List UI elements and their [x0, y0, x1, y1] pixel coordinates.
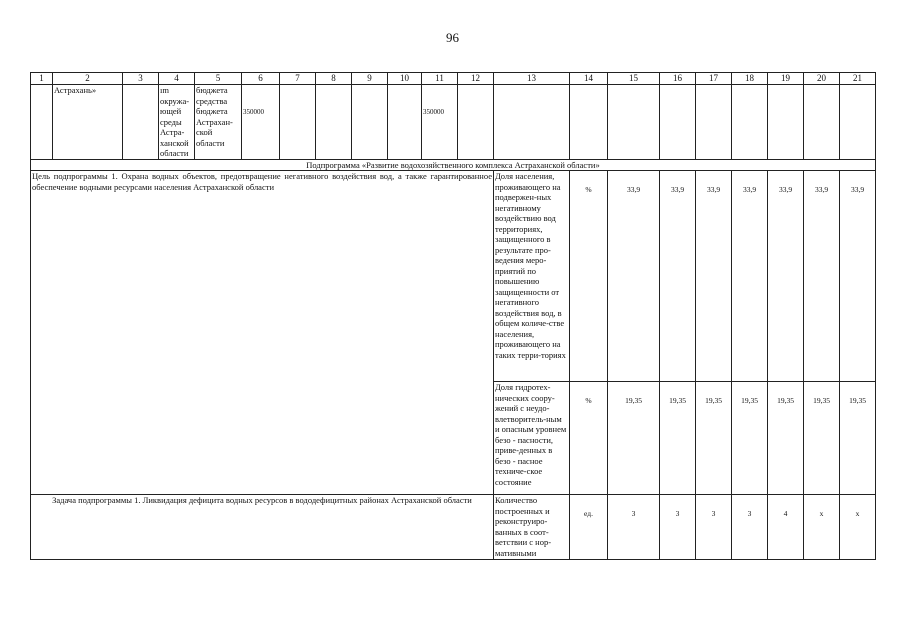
col-header: 14 — [570, 73, 608, 85]
page-number: 96 — [446, 30, 459, 45]
table-cell — [768, 85, 804, 160]
table-cell — [804, 85, 840, 160]
table-cell — [123, 85, 159, 160]
col-header: 6 — [242, 73, 280, 85]
subprogram-row — [31, 159, 876, 171]
indicator-value: 33,9 — [840, 171, 876, 382]
year-amount-cell: 350000 — [422, 85, 458, 160]
indicator-value: 19,35 — [660, 382, 696, 495]
indicator-value: 19,35 — [768, 382, 804, 495]
table-cell — [458, 85, 494, 160]
goal-row — [31, 171, 876, 382]
table-cell — [608, 85, 660, 160]
continuation-row — [31, 85, 876, 160]
indicator-value: 3 — [608, 495, 660, 560]
table-cell — [280, 85, 316, 160]
col-header: 9 — [352, 73, 388, 85]
indicator-unit: ед. — [570, 495, 608, 560]
col-header: 21 — [840, 73, 876, 85]
indicator-value: 33,9 — [608, 171, 660, 382]
task-row — [31, 495, 876, 560]
col-header: 5 — [195, 73, 242, 85]
indicator-value: 33,9 — [696, 171, 732, 382]
table-cell — [494, 85, 570, 160]
indicator-value: 19,35 — [732, 382, 768, 495]
responsible-cell: ım окружа-ющей среды Астра-ханской области — [159, 85, 195, 160]
indicator-name: Доля населения, проживающего на подвержен-ных негативному воздействию вод территориях, защищенного в результате про-ведения меро-приятий по повышению защищенности от негативного воздействия вод, в общем количе-стве населения, проживающего на таких терри-ториях — [494, 171, 570, 382]
col-header: 20 — [804, 73, 840, 85]
funding-source-cell: бюджета средства бюджета Астрахан-ской области — [195, 85, 242, 160]
indicator-value: 33,9 — [768, 171, 804, 382]
indicator-value: 19,35 — [804, 382, 840, 495]
program-table — [30, 72, 876, 560]
col-header: 13 — [494, 73, 570, 85]
table-cell — [696, 85, 732, 160]
table-cell — [316, 85, 352, 160]
indicator-value: 3 — [660, 495, 696, 560]
indicator-value: 33,9 — [660, 171, 696, 382]
col-header: 3 — [123, 73, 159, 85]
indicator-unit: % — [570, 171, 608, 382]
goal-description: Цель подпрограммы 1. Охрана водных объектов, предотвращение негативного воздействия вод, а также гарантированное обеспечение водными ресурсами населения Астраханской области — [31, 171, 494, 495]
col-header: 10 — [388, 73, 422, 85]
indicator-value: x — [804, 495, 840, 560]
indicator-value: 3 — [732, 495, 768, 560]
col-header: 16 — [660, 73, 696, 85]
col-header: 11 — [422, 73, 458, 85]
col-header: 2 — [53, 73, 123, 85]
table-cell — [31, 85, 53, 160]
total-amount-cell: 350000 — [242, 85, 280, 160]
indicator-unit: % — [570, 382, 608, 495]
column-number-row — [31, 73, 876, 85]
indicator-name: Количество построенных и реконструиро-ванных в соот-ветствии с нор-мативными — [494, 495, 570, 560]
indicator-value: x — [840, 495, 876, 560]
table-cell — [352, 85, 388, 160]
table-cell — [388, 85, 422, 160]
col-header: 1 — [31, 73, 53, 85]
table-cell — [732, 85, 768, 160]
col-header: 18 — [732, 73, 768, 85]
col-header: 8 — [316, 73, 352, 85]
col-header: 19 — [768, 73, 804, 85]
indicator-value: 33,9 — [732, 171, 768, 382]
table-cell — [570, 85, 608, 160]
indicator-value: 3 — [696, 495, 732, 560]
indicator-value: 33,9 — [804, 171, 840, 382]
indicator-name: Доля гидротех-нических соору-жений с неудо-влетворитель-ным и опасным уровнем безо - пасности, приве-денных в безо - пасное техниче-ское состояние — [494, 382, 570, 495]
indicator-value: 19,35 — [608, 382, 660, 495]
indicator-value: 19,35 — [840, 382, 876, 495]
table-cell — [840, 85, 876, 160]
indicator-value: 19,35 — [696, 382, 732, 495]
col-header: 7 — [280, 73, 316, 85]
subprogram-title: Подпрограмма «Развитие водохозяйственного комплекса Астраханской области» — [31, 159, 876, 171]
table-cell — [660, 85, 696, 160]
col-header: 15 — [608, 73, 660, 85]
col-header: 17 — [696, 73, 732, 85]
executor-cell: Астрахань» — [53, 85, 123, 160]
col-header: 4 — [159, 73, 195, 85]
task-description: Задача подпрограммы 1. Ликвидация дефицита водных ресурсов в вододефицитных районах Астраханской области — [31, 495, 494, 560]
col-header: 12 — [458, 73, 494, 85]
indicator-value: 4 — [768, 495, 804, 560]
